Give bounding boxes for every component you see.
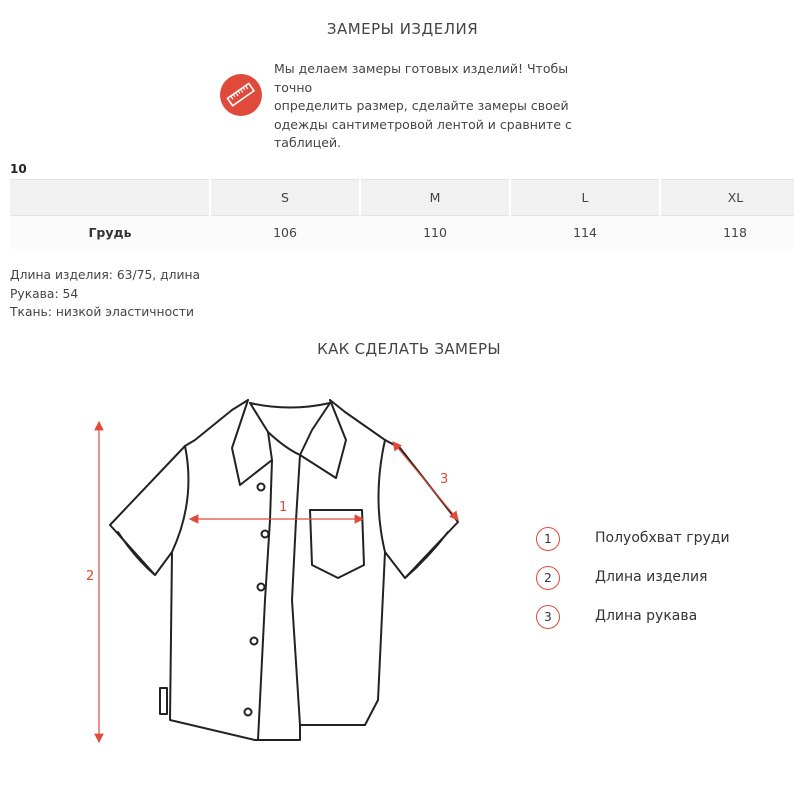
info-block (220, 60, 780, 150)
row-label-chest: Грудь (10, 216, 210, 250)
detail-line: Ткань: низкой эластичности (10, 305, 195, 319)
size-header-row (10, 180, 794, 216)
ruler-badge (220, 74, 262, 116)
detail-line: Рукава: 54 (10, 286, 79, 301)
product-details (10, 266, 200, 322)
table-cell: 118 (660, 216, 794, 250)
table-cell: 114 (510, 216, 660, 250)
marker-length: 2 (86, 569, 95, 584)
size-code: 10 (10, 162, 27, 176)
shirt-icon (80, 390, 480, 780)
info-line: Мы делаем замеры готовых изделий! Чтобы точно (274, 61, 569, 95)
header-cell-m: M (360, 180, 510, 216)
header-cell-s: S (210, 180, 360, 216)
size-table (10, 179, 794, 249)
info-line: определить размер, сделайте замеры своей (274, 98, 569, 113)
legend-number: 2 (536, 566, 560, 590)
legend-label: Длина изделия (595, 569, 708, 585)
legend-number: 3 (536, 605, 560, 629)
header-cell-xl: XL (660, 180, 794, 216)
info-line: одежды сантиметровой лентой и сравните с (274, 116, 572, 132)
info-line: таблицей. (274, 135, 342, 150)
table-row (10, 216, 794, 250)
ruler-icon (220, 74, 262, 116)
page-title: ЗАМЕРЫ ИЗДЕЛИЯ (326, 20, 479, 38)
legend-number: 1 (536, 527, 560, 551)
header-cell-l: L (510, 180, 660, 216)
marker-sleeve: 3 (440, 472, 449, 487)
legend-label: Полуобхват груди (595, 530, 730, 546)
table-cell: 106 (210, 216, 360, 250)
detail-line: Длина изделия: 63/75, длина (10, 268, 201, 282)
howto-title: КАК СДЕЛАТЬ ЗАМЕРЫ (317, 340, 501, 358)
legend-label: Длина рукава (595, 608, 698, 624)
header-cell-empty (10, 180, 210, 216)
table-cell: 110 (360, 216, 510, 250)
marker-chest: 1 (279, 500, 288, 515)
info-text (274, 60, 604, 153)
